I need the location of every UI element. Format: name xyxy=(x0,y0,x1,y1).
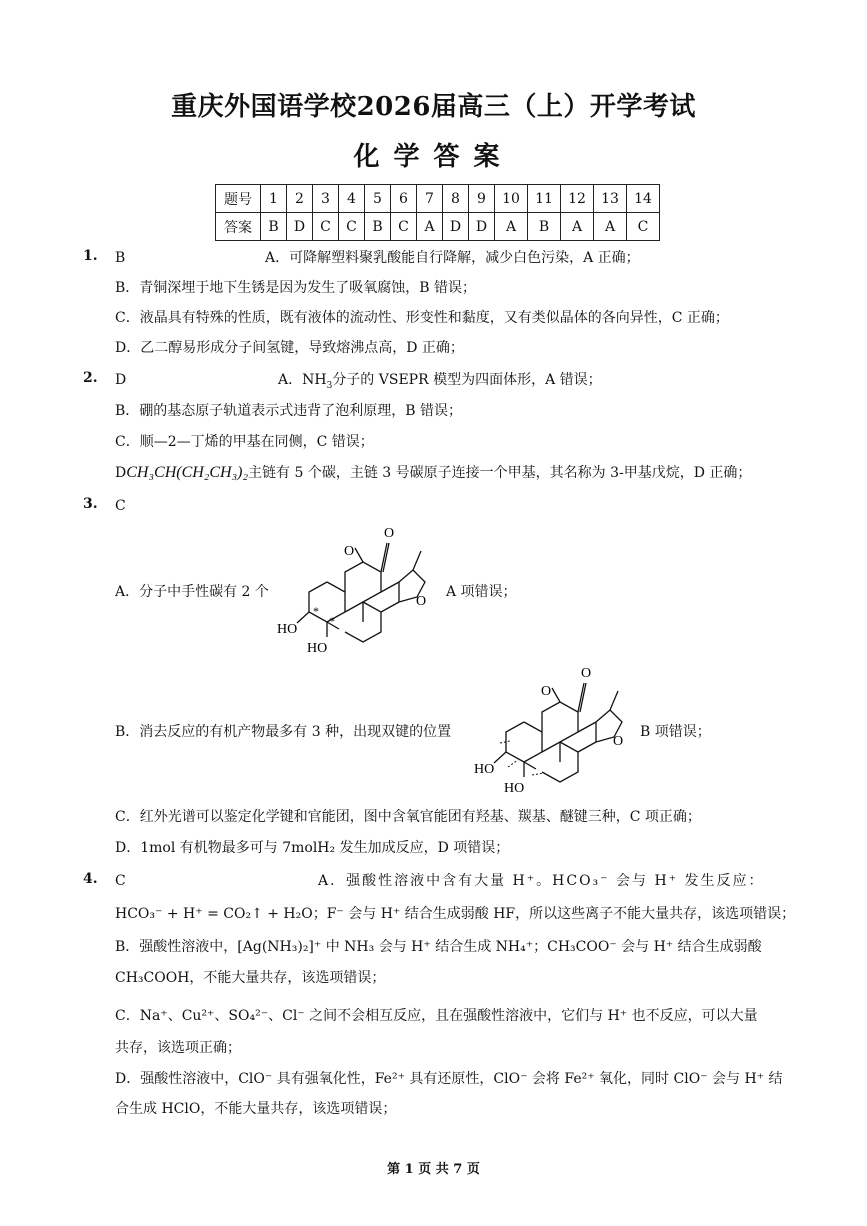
question-answer: D xyxy=(115,372,127,388)
molecule-structure-elimination xyxy=(472,655,642,800)
hydroxyl-label: HO xyxy=(307,641,328,656)
chiral-marker: * xyxy=(313,604,319,618)
table-cell: A xyxy=(561,213,594,241)
table-cell: C xyxy=(627,213,660,241)
table-cell: C xyxy=(339,213,365,241)
table-header-answer: 答案 xyxy=(216,213,261,241)
question-answer: B xyxy=(115,250,126,266)
subscript: 3 xyxy=(326,380,333,391)
answer-table-answer-row xyxy=(216,213,660,241)
oxygen-label: O xyxy=(581,666,592,681)
question-answer: C xyxy=(115,873,126,889)
oxygen-label: O xyxy=(344,544,355,559)
table-cell: 12 xyxy=(561,185,594,213)
table-cell: 5 xyxy=(365,185,391,213)
option-a-explanation xyxy=(278,370,602,390)
explanation-text: 主链有 5 个碳，主链 3 号碳原子连接一个甲基，其名称为 3-甲基戊烷，D 正确； xyxy=(248,465,752,481)
option-letter: D xyxy=(115,465,127,481)
option-b-explanation-line2: CH₃COOH，不能大量共存，该选项错误； xyxy=(115,970,386,986)
oxygen-label: O xyxy=(384,526,395,541)
option-d-explanation xyxy=(115,463,751,483)
option-d-explanation-line2: 合生成 HClO，不能大量共存，该选项错误； xyxy=(115,1101,397,1117)
table-cell: B xyxy=(528,213,561,241)
option-b-explanation: B．消去反应的有机产物最多有 3 种，出现双键的位置 xyxy=(115,724,452,740)
table-cell: 2 xyxy=(287,185,313,213)
question-number: 2. xyxy=(83,370,98,386)
table-cell: 8 xyxy=(443,185,469,213)
option-b-verdict: B 项错误； xyxy=(640,724,711,740)
answer-table xyxy=(215,184,660,241)
table-cell: 6 xyxy=(391,185,417,213)
table-cell: 7 xyxy=(417,185,443,213)
option-c-explanation: C．液晶具有特殊的性质，既有液体的流动性、形变性和黏度，又有类似晶体的各向异性，C 正确； xyxy=(115,310,729,326)
formula-text: A．NH xyxy=(278,372,327,388)
option-c-explanation: C．红外光谱可以鉴定化学键和官能团，图中含氧官能团有羟基、羰基、醚键三种，C 项正确； xyxy=(115,809,701,825)
question-answer: C xyxy=(115,498,126,514)
question-number: 1. xyxy=(83,248,98,264)
table-cell: C xyxy=(391,213,417,241)
table-cell: 3 xyxy=(313,185,339,213)
page-footer: 第 1 页 共 7 页 xyxy=(387,1162,480,1177)
table-cell: 4 xyxy=(339,185,365,213)
option-a-explanation-line2: HCO₃⁻ + H⁺ = CO₂↑ + H₂O；F⁻ 会与 H⁺ 结合生成弱酸 HF，所以这些离子不能大量共存，该选项错误； xyxy=(115,906,796,922)
table-cell: 11 xyxy=(528,185,561,213)
question-number: 4. xyxy=(83,871,98,887)
oxygen-label: O xyxy=(541,684,552,699)
page-subtitle: 化学答案 xyxy=(353,142,514,172)
table-cell: 9 xyxy=(469,185,495,213)
table-cell: D xyxy=(443,213,469,241)
oxygen-label: O xyxy=(613,734,624,749)
option-b-explanation: B．硼的基态原子轨道表示式违背了泡利原理，B 错误； xyxy=(115,403,463,419)
hydroxyl-label: HO xyxy=(504,781,525,796)
answer-table-number-row xyxy=(216,185,660,213)
table-cell: A xyxy=(417,213,443,241)
option-c-explanation: C．顺—2—丁烯的甲基在同侧，C 错误； xyxy=(115,434,374,450)
option-b-explanation: B．青铜深埋于地下生锈是因为发生了吸氧腐蚀，B 错误； xyxy=(115,280,477,296)
table-cell: 1 xyxy=(261,185,287,213)
oxygen-label: O xyxy=(416,594,427,609)
option-b-explanation-line1: B．强酸性溶液中，[Ag(NH₃)₂]⁺ 中 NH₃ 会与 H⁺ 结合生成 NH₄⁺；CH₃COO⁻ 会与 H⁺ 结合生成弱酸 xyxy=(115,939,762,955)
table-cell: B xyxy=(365,213,391,241)
table-cell: D xyxy=(469,213,495,241)
option-d-explanation: D．乙二醇易形成分子间氢键，导致熔沸点高，D 正确； xyxy=(115,340,464,356)
option-d-explanation-line1: D．强酸性溶液中，ClO⁻ 具有强氧化性，Fe²⁺ 具有还原性，ClO⁻ 会将 Fe²⁺ 氧化，同时 ClO⁻ 会与 H⁺ 结 xyxy=(115,1071,783,1087)
table-cell: 10 xyxy=(495,185,528,213)
chemical-formula: CH₃CH(CH₂CH₃)₂ xyxy=(126,464,249,481)
table-cell: 14 xyxy=(627,185,660,213)
table-header-number: 题号 xyxy=(216,185,261,213)
table-cell: A xyxy=(495,213,528,241)
table-cell: B xyxy=(261,213,287,241)
table-cell: C xyxy=(313,213,339,241)
option-a-explanation: A．可降解塑料聚乳酸能自行降解，减少白色污染，A 正确； xyxy=(265,250,640,266)
hydroxyl-label: HO xyxy=(474,762,495,777)
option-d-explanation: D．1mol 有机物最多可与 7molH₂ 发生加成反应，D 项错误； xyxy=(115,840,510,856)
page-title: 重庆外国语学校2026届高三（上）开学考试 xyxy=(171,92,696,122)
question-number: 3. xyxy=(83,496,98,512)
table-cell: 13 xyxy=(594,185,627,213)
option-a-verdict: A 项错误； xyxy=(446,584,517,600)
option-a-explanation-line1: A．强酸性溶液中含有大量 H⁺。HCO₃⁻ 会与 H⁺ 发生反应： xyxy=(318,873,765,889)
option-a-explanation: A．分子中手性碳有 2 个 xyxy=(115,584,269,600)
chiral-marker: * xyxy=(329,614,335,628)
option-c-explanation-line2: 共存，该选项正确； xyxy=(115,1040,241,1056)
table-cell: A xyxy=(594,213,627,241)
explanation-text: 分子的 VSEPR 模型为四面体形，A 错误； xyxy=(332,372,602,388)
molecule-structure-chiral xyxy=(275,515,445,660)
option-c-explanation-line1: C．Na⁺、Cu²⁺、SO₄²⁻、Cl⁻ 之间不会相互反应，且在强酸性溶液中，它们与 H⁺ 也不反应，可以大量 xyxy=(115,1008,758,1024)
table-cell: D xyxy=(287,213,313,241)
hydroxyl-label: HO xyxy=(277,622,298,637)
